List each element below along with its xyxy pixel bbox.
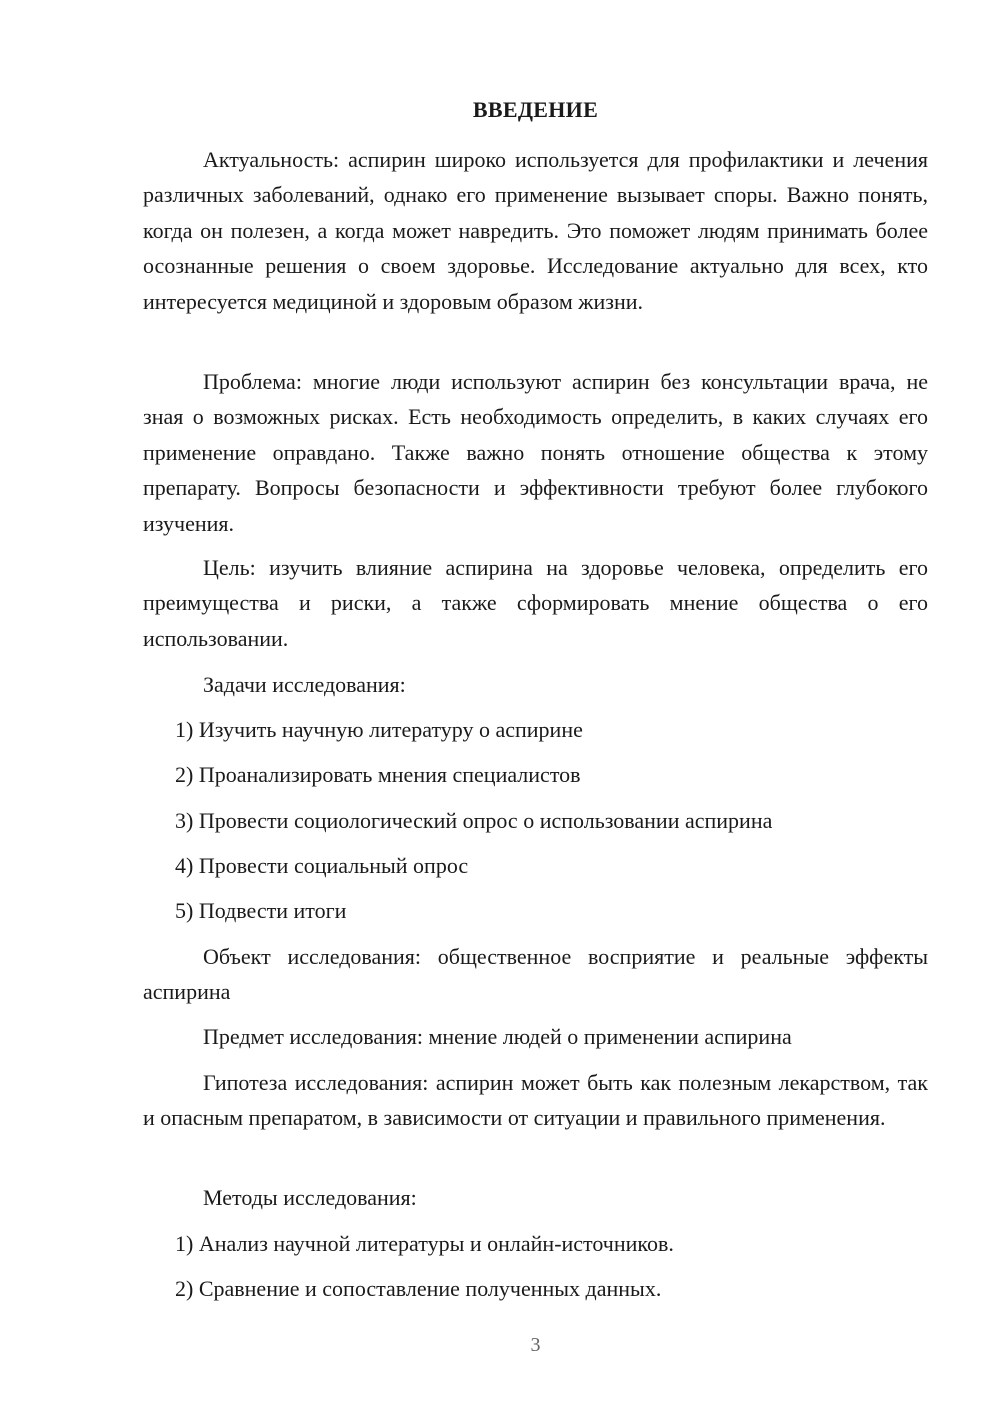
task-item: 3) Провести социологический опрос о использовании аспирина xyxy=(175,808,773,833)
problem-paragraph: Проблема: многие люди используют аспирин без консультации врача, не зная о возможных рисках. Есть необходимость определить, в каких случаях его применение оправдано. Также важно понять отношение общества к этому препарату. Вопросы безопасности и эффективности требуют более глубокого изучения. xyxy=(143,369,928,536)
subject-line: Предмет исследования: мнение людей о применении аспирина xyxy=(203,1024,792,1049)
problem-block xyxy=(143,364,928,541)
object-block xyxy=(143,939,928,1010)
relevance-paragraph: Актуальность: аспирин широко используется для профилактики и лечения различных заболеваний, однако его применение вызывает споры. Важно понять, когда он полезен, а когда может навредить. Это поможет людям принимать более осознанные решения о своем здоровье. Исследование актуально для всех, кто интересуется медициной и здоровым образом жизни. xyxy=(143,147,928,314)
method-item: 2) Сравнение и сопоставление полученных данных. xyxy=(175,1276,662,1301)
goal-block xyxy=(143,550,928,656)
method-item: 1) Анализ научной литературы и онлайн-источников. xyxy=(175,1231,674,1256)
task-item: 2) Проанализировать мнения специалистов xyxy=(175,762,581,787)
section-title: ВВЕДЕНИЕ xyxy=(472,97,599,122)
task-item: 1) Изучить научную литературу о аспирине xyxy=(175,717,583,742)
tasks-heading: Задачи исследования: xyxy=(203,672,406,697)
task-item: 5) Подвести итоги xyxy=(175,898,347,923)
hypothesis-paragraph: Гипотеза исследования: аспирин может быть как полезным лекарством, так и опасным препаратом, в зависимости от ситуации и правильного применения. xyxy=(143,1070,928,1131)
methods-heading: Методы исследования: xyxy=(203,1185,417,1210)
object-paragraph: Объект исследования: общественное восприятие и реальные эффекты аспирина xyxy=(143,944,928,1005)
goal-paragraph: Цель: изучить влияние аспирина на здоровье человека, определить его преимущества и риски, а также сформировать мнение общества о его использовании. xyxy=(143,555,928,651)
page-number: 3 xyxy=(530,1334,541,1356)
hypothesis-block xyxy=(143,1065,928,1136)
task-item: 4) Провести социальный опрос xyxy=(175,853,469,878)
relevance-block xyxy=(143,142,928,319)
